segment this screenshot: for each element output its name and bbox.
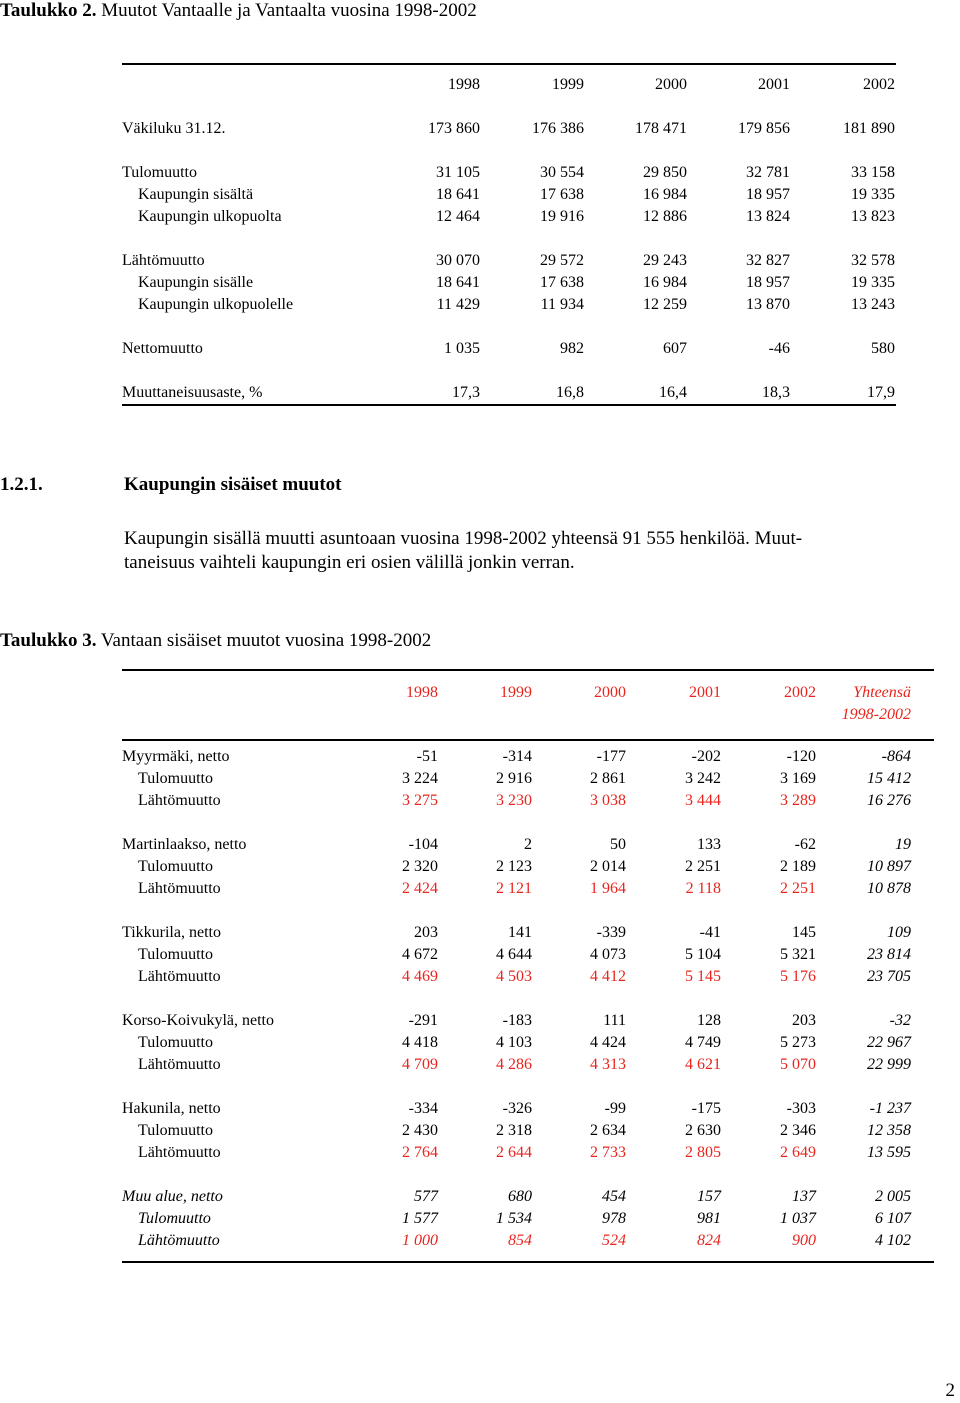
table3-row-out [122,1230,911,1252]
table3-cell: 577 [414,1188,438,1205]
table3-cell: -334 [408,1100,438,1117]
table3-row-label: Tulomuutto [138,858,213,875]
table2-cell: 173 860 [428,120,480,137]
table3-spacer-row [122,1164,911,1186]
table3-cell: 4 073 [590,946,626,963]
table2-cell: 178 471 [635,120,687,137]
table3-cell: 454 [602,1188,626,1205]
table3-row-in [122,768,911,790]
table3-cell: 4 469 [402,968,438,985]
table3-year-header: 1998 [406,684,438,701]
table2-row-label: Tulomuutto [122,164,197,181]
table3-cell: 2 634 [590,1122,626,1139]
page-number: 2 [945,1380,955,1401]
table3-cell: 137 [792,1188,816,1205]
table3-total-cell: 10 897 [867,858,911,875]
table2-cell: 32 827 [746,252,790,269]
table2-row-label: Kaupungin ulkopuolta [138,208,282,225]
table2-cell: 982 [560,340,584,357]
table3-total-cell: -32 [889,1012,911,1029]
table3-cell: 5 145 [685,968,721,985]
table3 [122,682,911,726]
table3-row-label: Korso-Koivukylä, netto [122,1012,274,1029]
table2-spacer-row [122,316,895,338]
table3-cell: 2 649 [780,1144,816,1161]
table3-spacer-row [122,1076,911,1098]
table2-cell: 30 554 [540,164,584,181]
table3-cell: 2 346 [780,1122,816,1139]
table2-header-row [122,74,895,96]
table3-header-blank [122,682,344,704]
table3-cell: 680 [508,1188,532,1205]
table3-cell: 981 [697,1210,721,1227]
table2-cell: 31 105 [436,164,480,181]
table2-row [122,294,895,316]
table3-row-label: Muu alue, netto [122,1188,223,1205]
table3-cell: 854 [508,1232,532,1249]
table3-row-label: Lähtömuutto [138,1232,220,1249]
table3-cell: 5 104 [685,946,721,963]
table3-row-net [122,1098,911,1120]
table3-cell: 3 224 [402,770,438,787]
table2-cell: 176 386 [532,120,584,137]
table2-cell: 580 [871,340,895,357]
table2-cell: 16,8 [556,384,584,401]
table3-cell: -175 [691,1100,721,1117]
table2-cell: 17 638 [540,186,584,203]
table2-cell: 16 984 [643,186,687,203]
table3-cell: 2 916 [496,770,532,787]
table2-year-header: 2001 [758,76,790,93]
table3-cell: 4 749 [685,1034,721,1051]
table3-cell: 128 [697,1012,721,1029]
table2 [122,74,895,404]
table3-cell: 824 [697,1232,721,1249]
table3-cell: -326 [502,1100,532,1117]
table2-spacer-row [122,360,895,382]
table3-cell: -202 [691,748,721,765]
table2-row [122,272,895,294]
table3-total-cell: 19 [895,836,911,853]
table3-cell: -303 [786,1100,816,1117]
table3-total-cell: 15 412 [867,770,911,787]
table3-cell: -41 [699,924,721,941]
table3-cell: 145 [792,924,816,941]
table3-row-in [122,1208,911,1230]
table3-row-label: Hakunila, netto [122,1100,221,1117]
table3-cell: 4 418 [402,1034,438,1051]
table3-header-rule [122,739,934,741]
table3-cell: 4 644 [496,946,532,963]
table3-cell: -99 [604,1100,626,1117]
table2-cell: 29 850 [643,164,687,181]
table3-cell: 2 424 [402,880,438,897]
table3-cell: 3 289 [780,792,816,809]
section-paragraph-line2: taneisuus vaihteli kaupungin eri osien välillä jonkin verran. [124,552,575,573]
table3-row-label: Martinlaakso, netto [122,836,247,853]
table3-total-cell: -864 [881,748,911,765]
table3-total-cell: 2 005 [875,1188,911,1205]
table3-cell: 5 176 [780,968,816,985]
section-number: 1.2.1. [0,474,43,495]
table2-cell: 18 641 [436,274,480,291]
table2-cell: -46 [768,340,790,357]
table3-cell: 1 037 [780,1210,816,1227]
table3-spacer-row [122,988,911,1010]
table3-header-row [122,682,911,704]
table3-caption [0,630,431,652]
table2-cell: 12 886 [643,208,687,225]
table3-row-label: Lähtömuutto [138,1056,221,1073]
table3-year-header: 1999 [500,684,532,701]
table2-cell: 181 890 [843,120,895,137]
table2-spacer-row [122,140,895,162]
table3-cell: -51 [416,748,438,765]
table2-header-blank [122,74,378,96]
table3-row-label: Tulomuutto [138,1122,213,1139]
table3-cell: -183 [502,1012,532,1029]
section-paragraph-line1: Kaupungin sisällä muutti asuntoaan vuosina 1998-2002 yhteensä 91 555 henkilöä. Muut- [124,528,803,549]
table2-cell: 33 158 [851,164,895,181]
table2-row-label: Muuttaneisuusaste, % [122,384,263,401]
table3-caption-text: Vantaan sisäiset muutot vuosina 1998-2002 [100,630,432,651]
table3-total-cell: 6 107 [875,1210,911,1227]
table3-cell: 3 169 [780,770,816,787]
table3-row-net [122,746,911,768]
table2-cell: 12 259 [643,296,687,313]
table2-cell: 18 641 [436,186,480,203]
table3-row-net [122,922,911,944]
table3-cell: 2 430 [402,1122,438,1139]
table3-cell: 4 313 [590,1056,626,1073]
table2-caption-text: Muutot Vantaalle ja Vantaalta vuosina 1998-2002 [101,0,477,21]
table3-row-in [122,1032,911,1054]
table3-cell: 5 321 [780,946,816,963]
table3-cell: 5 273 [780,1034,816,1051]
table3-row-in [122,856,911,878]
table3-cell: 2 805 [685,1144,721,1161]
table2-row-label: Kaupungin sisältä [138,186,254,203]
table2-cell: 13 243 [851,296,895,313]
table2-row [122,162,895,184]
table3-cell: 3 038 [590,792,626,809]
table2-year-header: 2000 [655,76,687,93]
table3-cell: 4 672 [402,946,438,963]
table3-row-out [122,1142,911,1164]
table3-cell: 2 644 [496,1144,532,1161]
table3-total-cell: 23 814 [867,946,911,963]
table3-cell: 1 534 [496,1210,532,1227]
table3-cell: 4 286 [496,1056,532,1073]
table3-cell: -339 [596,924,626,941]
table2-year-header: 2002 [863,76,895,93]
table3-row-in [122,944,911,966]
table3-cell: 900 [792,1232,816,1249]
table3-top-rule [122,669,934,671]
table3-cell: -177 [596,748,626,765]
table3-total-cell: 109 [887,924,911,941]
table3-cell: 2 121 [496,880,532,897]
table3-total-cell: 10 878 [867,880,911,897]
table3-cell: 1 577 [402,1210,438,1227]
table3-header-row-2 [122,704,911,726]
table2-cell: 17 638 [540,274,584,291]
table2-cell: 607 [663,340,687,357]
table3-cell: -62 [794,836,816,853]
table3-year-header: 2001 [689,684,721,701]
table3-cell: 3 275 [402,792,438,809]
table3-cell: 2 630 [685,1122,721,1139]
table2-cell: 18 957 [746,186,790,203]
table3-cell: 4 709 [402,1056,438,1073]
table3-cell: 111 [603,1012,626,1029]
section-heading: Kaupungin sisäiset muutot [124,474,342,495]
table3-row-label: Lähtömuutto [138,792,221,809]
table3-cell: 2 014 [590,858,626,875]
table3-total-cell: 23 705 [867,968,911,985]
table3-body [122,746,911,1252]
table3-row-net [122,834,911,856]
table2-year-header: 1999 [552,76,584,93]
table3-row-net [122,1010,911,1032]
table2-bottom-rule [122,404,896,406]
table2-row [122,118,895,140]
table3-cell: 2 733 [590,1144,626,1161]
table3-year-header: 2000 [594,684,626,701]
table3-row-label: Lähtömuutto [138,1144,221,1161]
table3-cell: 203 [792,1012,816,1029]
table2-row [122,206,895,228]
table3-row-label: Tulomuutto [138,1034,213,1051]
table3-total-cell: 12 358 [867,1122,911,1139]
table3-row-net [122,1186,911,1208]
table3-cell: 2 251 [780,880,816,897]
table3-cell: 2 861 [590,770,626,787]
table3-row-label: Lähtömuutto [138,968,221,985]
table2-cell: 16,4 [659,384,687,401]
table3-row-out [122,878,911,900]
table3-total-cell: -1 237 [869,1100,911,1117]
table3-cell: 4 503 [496,968,532,985]
table2-year-header: 1998 [448,76,480,93]
table2-row [122,184,895,206]
table2-cell: 12 464 [436,208,480,225]
table2-cell: 17,9 [867,384,895,401]
table3-total-cell: 16 276 [867,792,911,809]
table2-cell: 13 823 [851,208,895,225]
table2-cell: 19 335 [851,274,895,291]
table2-row-label: Kaupungin ulkopuolelle [138,296,294,313]
table3-row-in [122,1120,911,1142]
table2-cell: 18,3 [762,384,790,401]
table3-cell: 2 320 [402,858,438,875]
table3-total-cell: 13 595 [867,1144,911,1161]
table2-cell: 19 916 [540,208,584,225]
table2-row [122,338,895,360]
table3-cell: 2 318 [496,1122,532,1139]
table3-spacer-row [122,812,911,834]
table2-row-label: Lähtömuutto [122,252,205,269]
table3-cell: 2 764 [402,1144,438,1161]
table3-cell: 133 [697,836,721,853]
table2-cell: 29 243 [643,252,687,269]
table2-spacer-row [122,228,895,250]
table2-cell: 29 572 [540,252,584,269]
table3-cell: 2 118 [685,880,721,897]
table2-cell: 11 934 [540,296,584,313]
table2-cell: 30 070 [436,252,480,269]
table3-cell: 2 251 [685,858,721,875]
table3-total-header-years: 1998-2002 [841,706,911,723]
table3-row-out [122,966,911,988]
table3-total-cell: 22 967 [867,1034,911,1051]
table3-total-cell: 4 102 [875,1232,911,1249]
table3-cell: 141 [508,924,532,941]
table3-cell: 203 [414,924,438,941]
table3-cell: 3 242 [685,770,721,787]
table3-cell: 2 [524,836,532,853]
table3-cell: -120 [786,748,816,765]
table3-row-label: Tulomuutto [138,1210,211,1227]
table3-total-header: Yhteensä [853,684,911,701]
table3-year-header: 2002 [784,684,816,701]
table2-cell: 17,3 [452,384,480,401]
table2-cell: 18 957 [746,274,790,291]
table2-cell: 32 578 [851,252,895,269]
table2-row-label: Kaupungin sisälle [138,274,254,291]
table3-cell: 1 000 [402,1232,438,1249]
table3-spacer-row [122,900,911,922]
table3-cell: -291 [408,1012,438,1029]
table2-caption-label: Taulukko 2. [0,0,97,21]
table2-cell: 179 856 [738,120,790,137]
table2-row [122,382,895,404]
table2-cell: 11 429 [436,296,480,313]
table3-row-out [122,1054,911,1076]
table3-caption-label: Taulukko 3. [0,630,97,651]
table2-cell: 13 824 [746,208,790,225]
table3-cell: -314 [502,748,532,765]
table3-cell: 4 424 [590,1034,626,1051]
table2-row-label: Nettomuutto [122,340,203,357]
table3-cell: 157 [697,1188,721,1205]
table2-cell: 1 035 [444,340,480,357]
table3-cell: 978 [602,1210,626,1227]
table3-cell: 50 [610,836,626,853]
table2-cell: 13 870 [746,296,790,313]
table3-cell: 1 964 [590,880,626,897]
table2-cell: 19 335 [851,186,895,203]
table3-cell: 4 412 [590,968,626,985]
table3-cell: -104 [408,836,438,853]
table3-row-label: Tikkurila, netto [122,924,221,941]
table3-row-label: Myyrmäki, netto [122,748,230,765]
table3-cell: 3 230 [496,792,532,809]
table2-caption [0,0,477,22]
table2-cell: 32 781 [746,164,790,181]
table3-cell: 2 123 [496,858,532,875]
table3-cell: 2 189 [780,858,816,875]
table2-cell: 16 984 [643,274,687,291]
table3-row-out [122,790,911,812]
table2-row [122,250,895,272]
table3-row-label: Tulomuutto [138,946,213,963]
table3-total-cell: 22 999 [867,1056,911,1073]
table3-bottom-rule [122,1261,934,1263]
table3-row-label: Tulomuutto [138,770,213,787]
table3-cell: 3 444 [685,792,721,809]
table3-cell: 4 103 [496,1034,532,1051]
table2-top-rule [122,63,896,65]
table3-cell: 524 [602,1232,626,1249]
table3-cell: 4 621 [685,1056,721,1073]
table2-row-label: Väkiluku 31.12. [122,120,226,137]
table3-row-label: Lähtömuutto [138,880,221,897]
table3-cell: 5 070 [780,1056,816,1073]
